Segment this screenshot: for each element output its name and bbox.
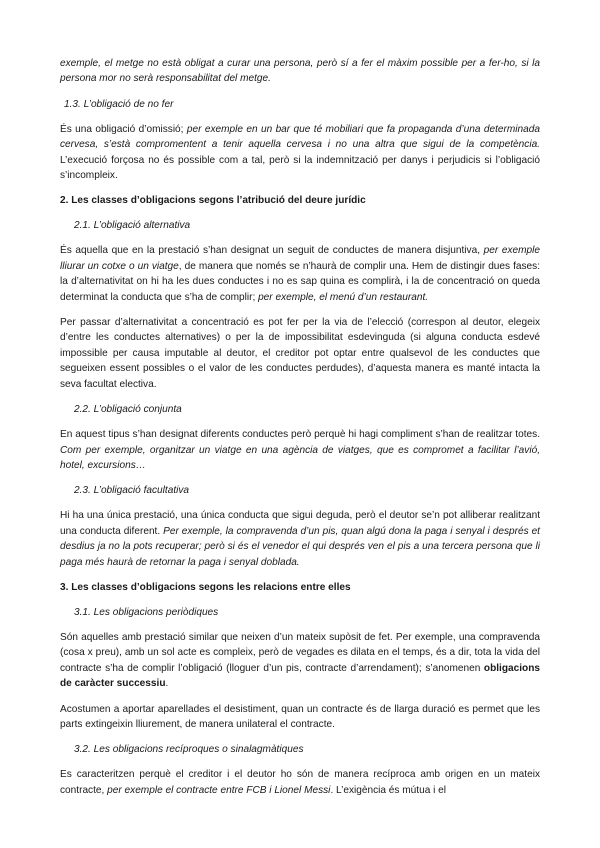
heading-3-2: 3.2. Les obligacions recíproques o sinalagmàtiques <box>74 744 304 756</box>
example-text: per exemple, el menú d’un restaurant. <box>258 291 429 303</box>
heading-2-2: 2.2. L’obligació conjunta <box>74 404 182 416</box>
text: Es caracteritzen perquè el creditor i el deutor ho són de manera recíproca amb origen en un mateix contracte, <box>60 769 540 796</box>
heading-2-1: 2.1. L’obligació alternativa <box>74 220 191 232</box>
heading-1-3: 1.3. L’obligació de no fer <box>64 98 174 110</box>
paragraph-3-2 <box>60 767 540 798</box>
heading-2: 2. Les classes d’obligacions segons l’atribució del deure jurídic <box>60 195 366 207</box>
paragraph-2-3 <box>60 508 540 570</box>
example-text: per exemple en un bar que té mobiliari que fa propaganda d’una determinada cervesa, s’està compromentent a tenir aquella cervesa i no una altra que sigui de la competència. <box>60 123 540 151</box>
heading-2-3: 2.3. L’obligació facultativa <box>74 485 190 497</box>
paragraph-3-1b <box>60 702 540 733</box>
example-text: Com per exemple, organitzar un viatge en una agència de viatges, que es compromet a facilitar l’avió, hotel, excursions… <box>60 444 540 471</box>
heading-3: 3. Les classes d’obligacions segons les relacions entre elles <box>60 581 351 593</box>
paragraph-intro <box>60 56 540 87</box>
example-text: per exemple lliurar un cotxe o un viatge <box>60 245 541 272</box>
text: Hi ha una única prestació, una única conducta que sigui deguda, però el deutor se’n pot alliberar realitzant una conducta diferent. <box>60 510 540 537</box>
text: . L’exigència és mútua i el <box>330 784 447 796</box>
example-text: Per exemple, la compravenda d’un pis, quan algú dona la paga i senyal i després et desdius ja no la pots recuperar; però si és el venedor el qui després ven el pis a una tercera persona que li paga més haurà de retornar la paga i senyal doblada. <box>60 525 540 568</box>
text: , de manera que només se n’haurà de complir una. Hem de distingir dues fases: la d’alternativitat on hi ha les dues conductes i no es sap quina es complirà, i la de concentració on queda determinat la conducta que s’ha de complir; <box>60 260 541 303</box>
text: L’execució forçosa no és possible com a tal, però si la indemnització per danys i perjudicis si l’obligació s’incompleix. <box>60 154 540 182</box>
text: En aquest tipus s’han designat diferents conductes però perquè hi hagi compliment s’han de realitzar totes. <box>60 429 540 441</box>
text: . <box>165 678 169 690</box>
bold-term: obligacions de caràcter successiu <box>60 662 540 690</box>
paragraph-2-1a <box>60 243 540 305</box>
text: És una obligació d’omissió; <box>60 123 187 135</box>
paragraph-2-1b <box>60 315 540 392</box>
text: Acostumen a aportar aparellades el desistiment, quan un contracte és de llarga duració es permet que les parts extingeixin lliurement, de manera unilateral el contracte. <box>60 703 540 730</box>
heading-3-1: 3.1. Les obligacions periòdiques <box>74 606 219 618</box>
paragraph-3-1a <box>60 630 540 692</box>
text: Són aquelles amb prestació similar que neixen d’un mateix supòsit de fet. Per exemple, una compravenda (cosa x preu), amb un sol acte es compleix, però de vegades es dilata en el temps, és a dir, tota la vida del contracte s’ha de complir l’obligació (lloguer d’un pis, contracte d’arrendament); s’anomenen <box>60 631 540 674</box>
intro-text: exemple, el metge no està obligat a curar una persona, però sí a fer el màxim possible per a fer-ho, si la persona mor no serà responsabilitat del metge. <box>60 58 540 85</box>
text: Per passar d’alternativitat a concentració es pot fer per la via de l’elecció (correspon al deutor, elegeix d’entre les conductes alternatives) o per la de impossibilitat esdevinguda (si alguna conducta esdevé impossible per causa imputable al deutor, el creditor pot optar entre qualsevol de les conductes que segueixen essent possibles o el valor de les conductes perdudes), d’aquesta manera es manté intacta la seva facultat electiva. <box>60 317 540 390</box>
paragraph-2-2 <box>60 427 540 473</box>
paragraph-1-3 <box>60 122 540 184</box>
text: És aquella que en la prestació s’han designat un seguit de conductes de manera disjuntiva, <box>60 245 484 257</box>
example-text: per exemple el contracte entre FCB i Lionel Messi <box>107 784 331 796</box>
